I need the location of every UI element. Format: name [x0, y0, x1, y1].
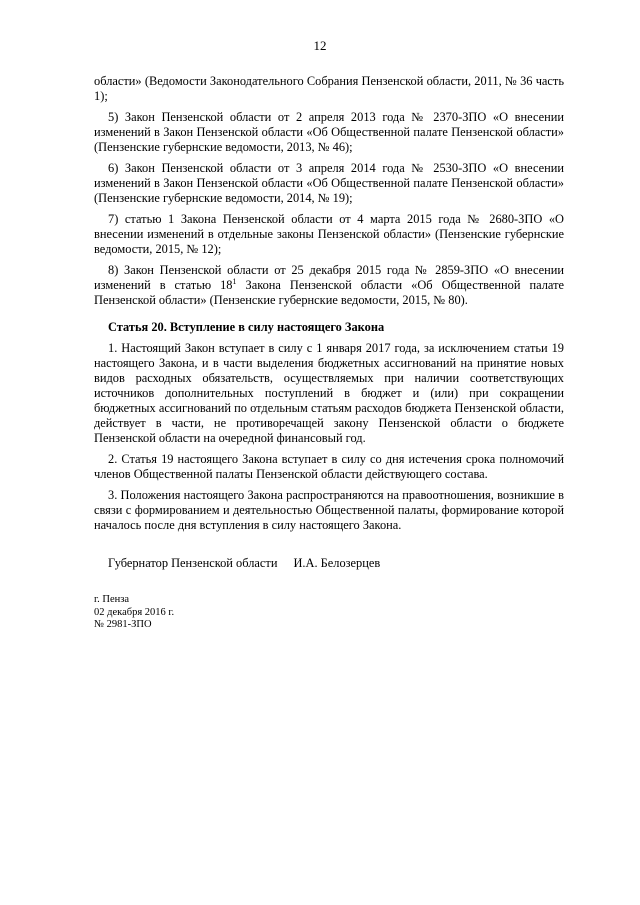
list-item: [94, 263, 564, 308]
document-body: [94, 74, 564, 533]
superscript: 1: [232, 276, 237, 286]
page-number: 12: [313, 38, 327, 53]
article-paragraph: 3. Положения настоящего Закона распространяются на правоотношения, возникшие в связи с формированием и деятельностью Общественной палаты, формирование которой началось после дня вступления в силу настоящего Закона.: [94, 488, 564, 532]
article-paragraph: 2. Статья 19 настоящего Закона вступает в силу со дня истечения срока полномочий членов Общественной палаты Пензенской области действующего состава.: [94, 452, 564, 481]
signature-line: [108, 556, 380, 571]
article-title: Статья 20. Вступление в силу настоящего Закона: [108, 320, 385, 334]
footer-city: г. Пенза: [94, 594, 130, 605]
signatory-name: И.А. Белозерцев: [293, 556, 381, 570]
signatory-title: Губернатор Пензенской области: [108, 556, 278, 570]
paragraph-continuation: области» (Ведомости Законодательного Собрания Пензенской области, 2011, № 36 часть 1);: [94, 74, 564, 103]
list-item: 7) статью 1 Закона Пензенской области от 4 марта 2015 года № 2680-ЗПО «О внесении изменений в отдельные законы Пензенской области» (Пензенские губернские ведомости, 2015, № 12);: [94, 212, 564, 256]
list-item: 6) Закон Пензенской области от 3 апреля 2014 года № 2530-ЗПО «О внесении изменений в Закон Пензенской области «Об Общественной палате Пензенской области» (Пензенские губернские ведомости, 2014, № 19);: [94, 161, 564, 205]
list-item: 5) Закон Пензенской области от 2 апреля 2013 года № 2370-ЗПО «О внесении изменений в Закон Пензенской области «Об Общественной палате Пензенской области» (Пензенские губернские ведомости, 2013, № 46);: [94, 110, 564, 154]
document-footer: [94, 594, 174, 632]
footer-date: 02 декабря 2016 г.: [94, 606, 175, 618]
article-paragraph: 1. Настоящий Закон вступает в силу с 1 января 2017 года, за исключением статьи 19 настоящего Закона, и в части выделения бюджетных ассигнований на принятие новых видов расходных обязательств, осуществляемых при наличии соответствующих источников дополнительных поступлений в бюджет и (или) при сокращении бюджетных ассигнований по отдельным статьям расходов бюджета Пензенской области, действует в части, не противоречащей закону Пензенской области о бюджете Пензенской области на очередной финансовый год.: [94, 341, 564, 445]
list-item-text: Закона Пензенской области «Об Общественной палате Пензенской области» (Пензенские губернские ведомости, 2015, № 80).: [94, 278, 564, 307]
footer-law-number: № 2981-ЗПО: [94, 619, 152, 630]
list-item-text: 8) Закон Пензенской области от 25 декабря 2015 года № 2859-ЗПО «О внесении изменений в статью 18: [94, 263, 564, 292]
